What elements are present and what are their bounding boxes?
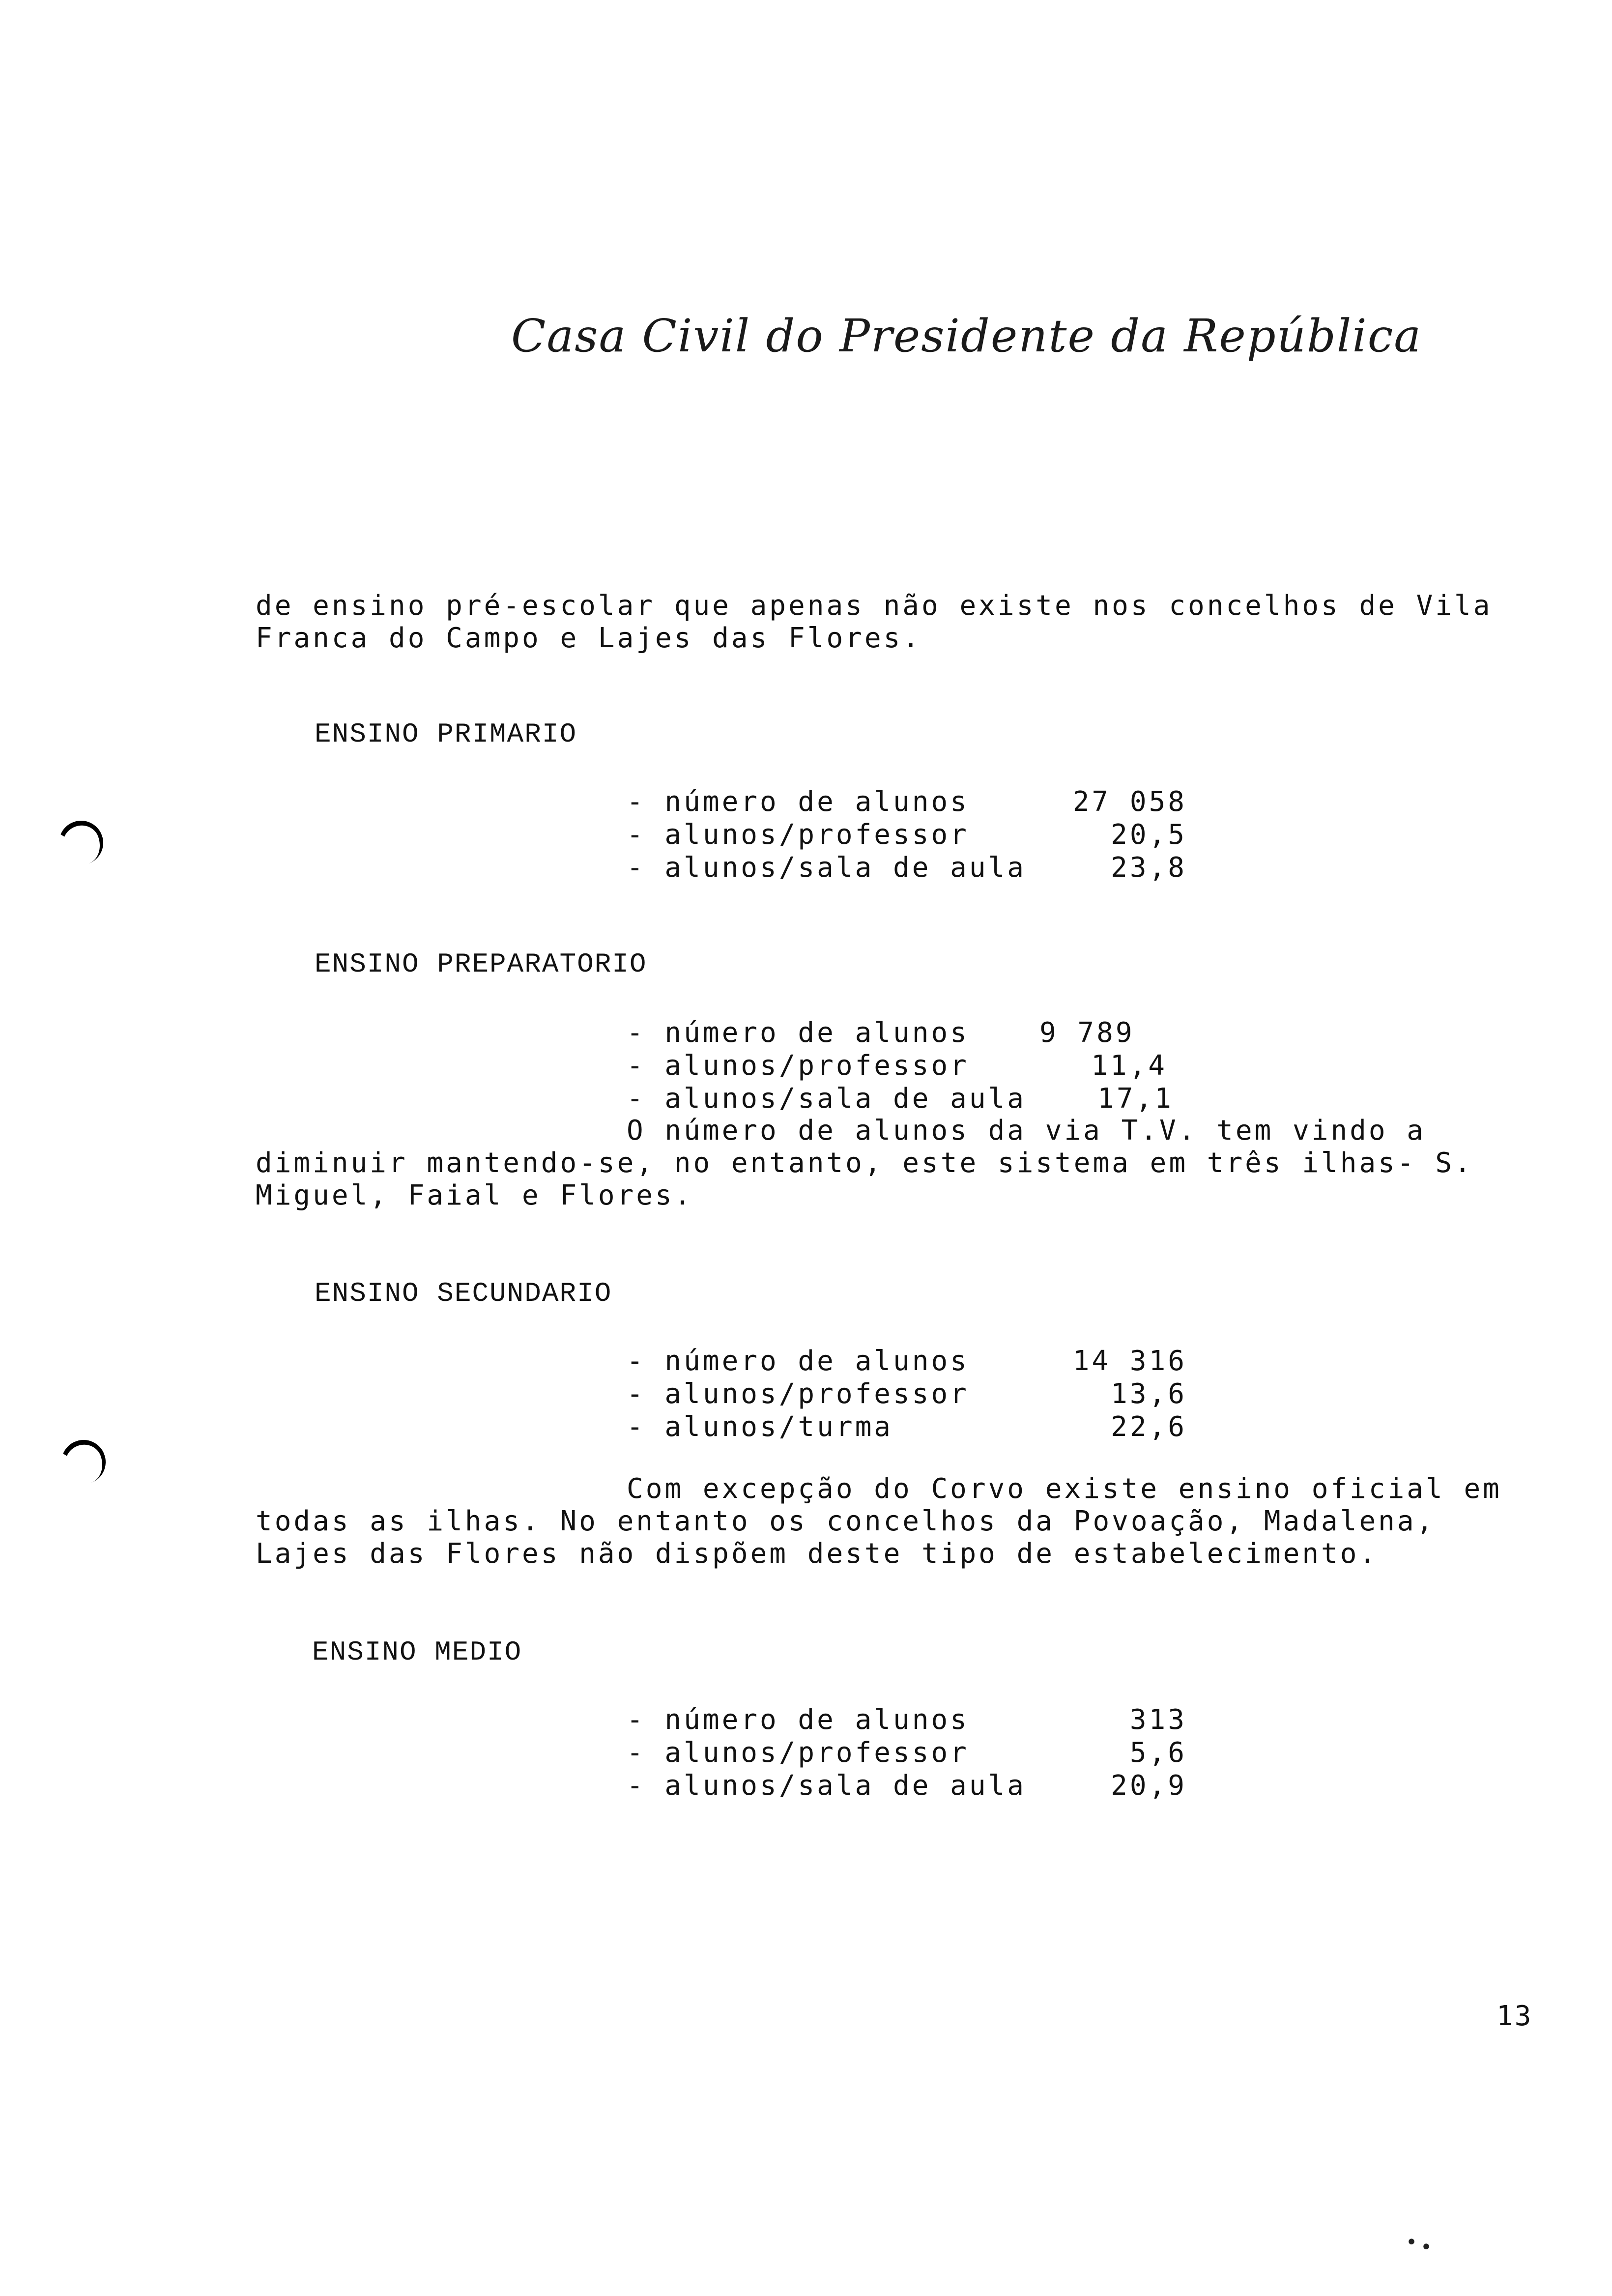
secundario-note-line-1: Com excepção do Corvo existe ensino oficial em (627, 1473, 1502, 1505)
stat-value: 14 316 (1072, 1345, 1187, 1377)
stat-value: 313 (1129, 1704, 1187, 1736)
stat-row (627, 1082, 1187, 1115)
stat-label: - alunos/professor (627, 1378, 969, 1410)
stat-label: - alunos/professor (627, 1737, 969, 1769)
preparatorio-note-line-2: diminuir mantendo-se, no entanto, este sistema em três ilhas- S. (256, 1147, 1473, 1179)
stat-label: - alunos/sala de aula (627, 1083, 1027, 1115)
stat-value: 9 789 (1039, 1017, 1135, 1049)
stat-row (627, 1345, 1187, 1378)
secundario-note-line-3: Lajes das Flores não dispõem deste tipo de estabelecimento. (256, 1538, 1379, 1570)
stat-row (627, 1769, 1187, 1802)
stats-preparatorio (627, 1016, 1187, 1115)
stat-label: - alunos/professor (627, 819, 969, 851)
stat-value: 23,8 (1111, 852, 1187, 884)
stat-value: 11,4 (1091, 1050, 1167, 1082)
secundario-note-line-2: todas as ilhas. No entanto os concelhos da Povoação, Madalena, (256, 1505, 1436, 1537)
stat-value: 20,9 (1111, 1770, 1187, 1802)
stats-primario (627, 785, 1187, 884)
stat-value: 22,6 (1111, 1411, 1187, 1443)
page-number: 13 (1497, 2000, 1533, 2032)
stat-label: - número de alunos (627, 1345, 969, 1377)
stat-row (627, 1703, 1187, 1736)
preparatorio-note-line-3: Miguel, Faial e Flores. (256, 1179, 693, 1211)
stat-label: - alunos/turma (627, 1411, 893, 1443)
stat-label: - alunos/sala de aula (627, 1770, 1027, 1802)
stats-medio (627, 1703, 1187, 1802)
stat-value: 5,6 (1129, 1737, 1187, 1769)
section-heading-secundario: ENSINO SECUNDARIO (315, 1278, 612, 1309)
preparatorio-note-line-1: O número de alunos da via T.V. tem vindo a (627, 1115, 1426, 1147)
stats-secundario (627, 1345, 1187, 1443)
letterhead: Casa Civil do Presidente da República (511, 310, 1422, 362)
stat-value: 17,1 (1097, 1083, 1174, 1115)
intro-line-2: Franca do Campo e Lajes das Flores. (256, 622, 922, 654)
stat-row (627, 1016, 1187, 1049)
stat-row (627, 1378, 1187, 1410)
stat-value: 27 058 (1072, 786, 1187, 818)
stat-label: - número de alunos (627, 1704, 969, 1736)
stat-row (627, 851, 1187, 884)
stat-row (627, 818, 1187, 851)
punch-hole-mark (53, 814, 109, 871)
scan-speck: • (1420, 2236, 1433, 2259)
stat-value: 20,5 (1111, 819, 1187, 851)
stat-row (627, 785, 1187, 818)
stat-label: - alunos/sala de aula (627, 852, 1027, 884)
stat-row (627, 1049, 1187, 1082)
punch-hole-mark (55, 1434, 112, 1490)
stat-row (627, 1410, 1187, 1443)
stat-label: - número de alunos (627, 786, 969, 818)
section-heading-preparatorio: ENSINO PREPARATORIO (315, 948, 647, 980)
section-heading-medio: ENSINO MEDIO (312, 1636, 522, 1668)
intro-line-1: de ensino pré-escolar que apenas não existe nos concelhos de Vila (256, 590, 1493, 622)
scan-speck: • (1406, 2231, 1418, 2254)
stat-value: 13,6 (1111, 1378, 1187, 1410)
stat-label: - alunos/professor (627, 1050, 969, 1082)
stat-label: - número de alunos (627, 1017, 969, 1049)
section-heading-primario: ENSINO PRIMARIO (315, 718, 577, 750)
stat-row (627, 1736, 1187, 1769)
